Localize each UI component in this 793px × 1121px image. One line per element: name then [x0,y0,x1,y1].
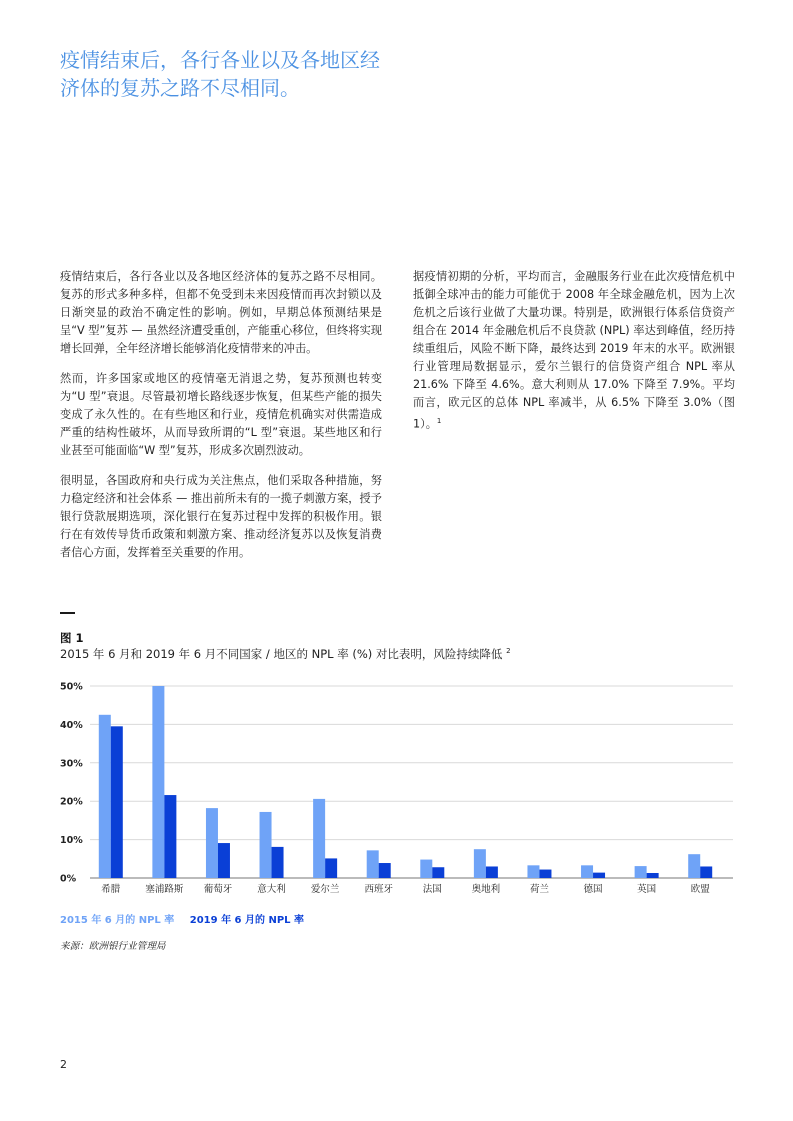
y-tick-label: 50% [60,681,83,693]
figure-label: 图 1 [60,631,84,645]
bar-2019 [218,843,230,878]
bar-2019 [593,873,605,878]
bar-2015 [99,715,111,878]
bar-2019 [272,847,284,878]
npl-bar-chart [55,674,745,899]
y-tick-label: 20% [60,796,83,808]
page-headline: 疫情结束后，各行各业以及各地区经济体的复苏之路不尽相同。 [60,48,380,100]
y-tick-label: 30% [60,758,83,770]
x-tick-label: 葡萄牙 [203,884,233,895]
bar-2015 [527,865,539,878]
paragraph-4 [413,268,735,434]
left-column [60,268,382,574]
x-tick-label: 希腊 [101,884,121,895]
right-column [413,268,735,446]
bar-2015 [688,854,700,878]
bar-2019 [539,870,551,878]
bar-2015 [367,850,379,878]
bar-2019 [700,866,712,878]
x-tick-label: 英国 [637,884,657,895]
section-divider [60,612,75,614]
legend-series-2015: 2015 年 6 月的 NPL 率 [60,915,175,926]
figure-title [60,646,511,662]
x-tick-label: 荷兰 [529,884,549,895]
chart-legend [60,911,304,926]
bar-2019 [647,873,659,878]
x-tick-label: 意大利 [257,884,286,895]
x-tick-label: 欧盟 [690,884,710,895]
y-tick-label: 10% [60,835,83,847]
paragraph-1: 疫情结束后，各行各业以及各地区经济体的复苏之路不尽相同。复苏的形式多种多样，但都不免受到未来因疫情而再次封锁以及日渐突显的政治不确定性的影响。例如，早期总体预测结果是呈“V 型”复苏 — 虽然经济遭受重创，产能重心移位，但终将实现增长回弹，全年经济增长能够消化疫情带来的冲击。 [60,270,382,355]
bar-2015 [313,799,325,878]
x-tick-label: 法国 [422,884,442,895]
footnote-ref-1: 1 [436,417,442,425]
bar-2019 [486,866,498,878]
x-tick-label: 奥地利 [471,884,501,895]
legend-series-2019: 2019 年 6 月的 NPL 率 [189,915,305,926]
page-number: 2 [60,1058,67,1071]
paragraph-4-text: 据疫情初期的分析，平均而言，金融服务行业在此次疫情危机中抵御全球冲击的能力可能优于 2008 年全球金融危机，因为上次危机之后该行业做了大量功课。特别是，欧洲银行体系信贷资产组合在 2014 年金融危机后不良贷款 (NPL) 率达到峰值，经历持续重组后，风险不断下降，最终达到 2019 年末的水平。欧洲银行业管理局数据显示，爱尔兰银行的信贷资产组合 NPL 率从 21.6% 下降至 4.6%。意大利则从 17.0% 下降至 7.9%。平均而言，欧元区的总体 NPL 率减半，从 6.5% 下降至 3.0%（图 1）。 [413,270,735,431]
bar-2015 [474,849,486,878]
footnote-ref-2: 2 [506,647,511,656]
x-tick-label: 塞浦路斯 [145,884,184,895]
bar-2015 [206,808,218,878]
bar-2015 [260,812,272,878]
bar-2019 [325,858,337,878]
y-tick-label: 40% [60,719,83,731]
bar-2019 [111,726,123,878]
bar-2019 [164,795,176,878]
bar-2019 [379,863,391,878]
paragraph-2: 然而，许多国家或地区的疫情毫无消退之势，复苏预测也转变为“U 型”衰退。尽管最初增长路线逐步恢复，但某些产能的损失变成了永久性的。在有些地区和行业，疫情危机确实对供需造成严重的结构性破坏，从而导致所谓的“L 型”衰退。某些地区和行业甚至可能面临“W 型”复苏，形成多次剧烈波动。 [60,372,382,457]
x-tick-label: 德国 [583,884,603,895]
figure-title-text: 2015 年 6 月和 2019 年 6 月不同国家 / 地区的 NPL 率 (%) 对比表明，风险持续降低 [60,647,503,661]
bar-2019 [432,867,444,878]
x-tick-label: 西班牙 [364,884,393,895]
bar-2015 [581,865,593,878]
bar-2015 [152,686,164,878]
y-tick-label: 0% [60,873,77,885]
x-tick-label: 爱尔兰 [310,884,340,895]
bar-2015 [635,866,647,878]
paragraph-3: 很明显，各国政府和央行成为关注焦点，他们采取各种措施，努力稳定经济和社会体系 — 推出前所未有的一揽子刺激方案，授予银行贷款展期选项，深化银行在复苏过程中发挥的积极作用。银行在有效传导货币政策和刺激方案、推动经济复苏以及恢复消费者信心方面，发挥着至关重要的作用。 [60,474,382,559]
figure-source: 来源：欧洲银行业管理局 [60,941,166,952]
bar-2015 [420,860,432,878]
